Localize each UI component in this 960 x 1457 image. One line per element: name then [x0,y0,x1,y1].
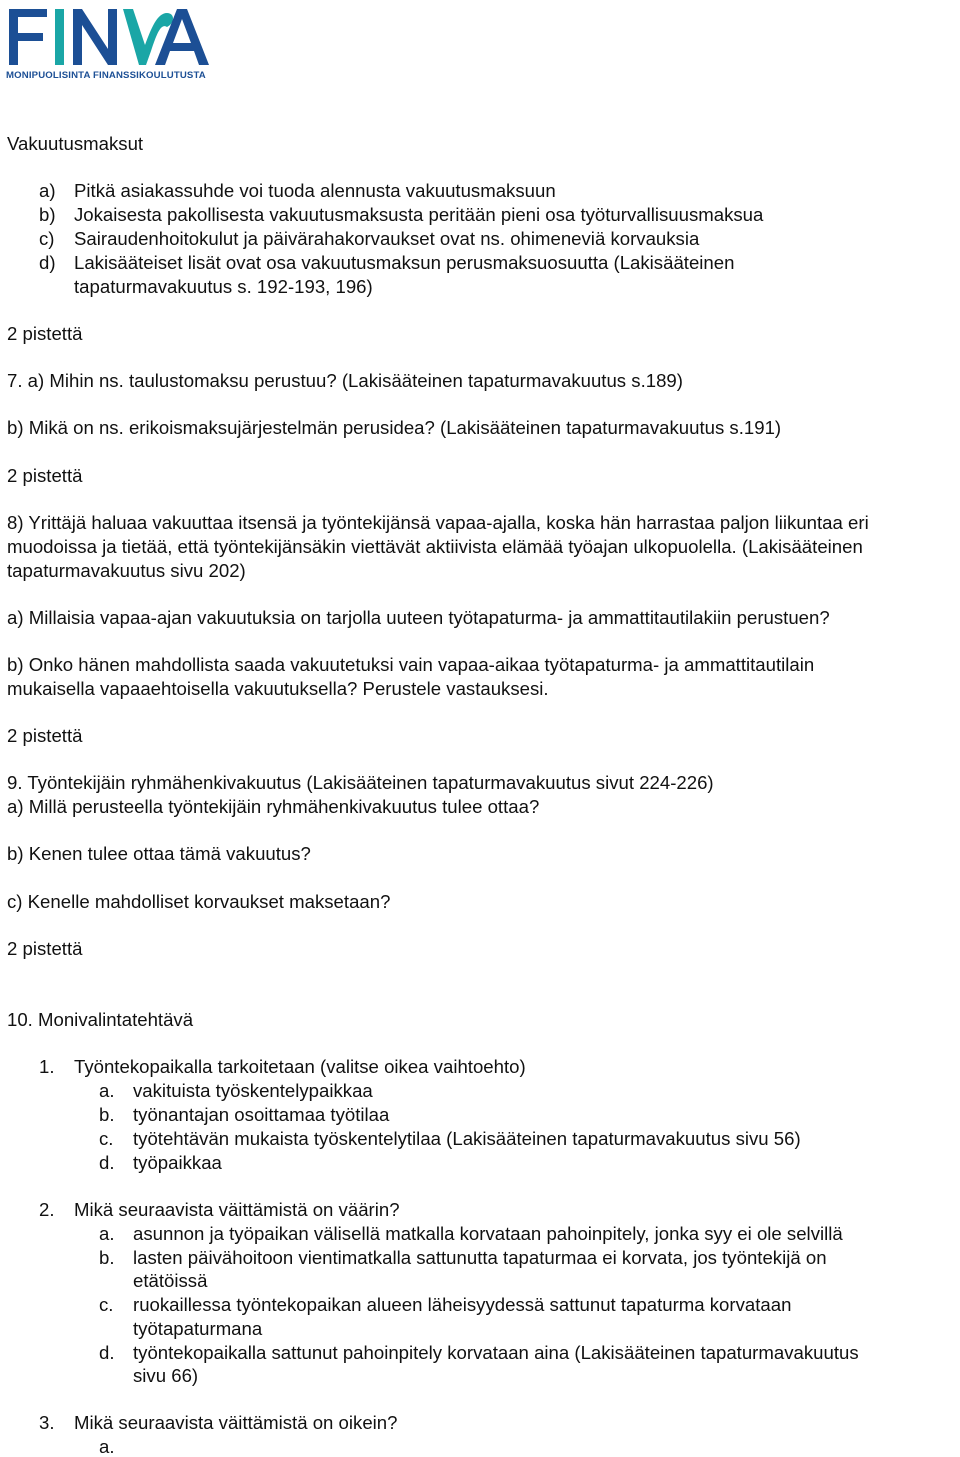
q7-b: b) Mikä on ns. erikoismaksujärjestelmän perusidea? (Lakisääteinen tapaturmavakuutus s.191) [7,417,782,438]
q9-c: c) Kenelle mahdolliset korvaukset maksetaan? [7,891,391,912]
mc-option-text-cont: työtapaturmana [133,1318,263,1339]
mc-item-question: Mikä seuraavista väittämistä on oikein? [74,1412,398,1433]
mc-option-text-cont: sivu 66) [133,1365,199,1386]
logo-letter-f [9,9,47,65]
points-label: 2 pistettä [7,938,83,959]
logo-tagline: MONIPUOLISINTA FINANSSIKOULUTUSTA [6,70,206,81]
points-label: 2 pistettä [7,465,83,486]
list1-item-a: Pitkä asiakassuhde voi tuoda alennusta vakuutusmaksuun [74,180,556,201]
mc-option-text: työnantajan osoittamaa työtilaa [133,1104,390,1125]
logo-letter-i [55,9,64,65]
mc-option-text-cont: etätöissä [133,1270,208,1291]
q10-title: 10. Monivalintatehtävä [7,1009,194,1030]
q8-text-line2: muodoissa ja tietää, että työntekijänsäkin viettävät aktiivista elämää työajan ulkopuolella. (Lakisääteinen [7,536,863,557]
q9-a: a) Millä perusteella työntekijäin ryhmähenkivakuutus tulee ottaa? [7,796,540,817]
q8-text-line3: tapaturmavakuutus sivu 202) [7,560,246,581]
q9-b: b) Kenen tulee ottaa tämä vakuutus? [7,843,311,864]
q8-b-line2: mukaisella vapaaehtoisella vakuutuksella? Perustele vastauksesi. [7,678,549,699]
mc-item-question: Työntekopaikalla tarkoitetaan (valitse oikea vaihtoehto) [74,1056,526,1077]
mc-option-text: työtehtävän mukaista työskentelytilaa (Lakisääteinen tapaturmavakuutus sivu 56) [133,1128,801,1149]
list1-item-c: Sairaudenhoitokulut ja päivärahakorvaukset ovat ns. ohimeneviä korvauksia [74,228,700,249]
points-label: 2 pistettä [7,725,83,746]
mc-item-question: Mikä seuraavista väittämistä on väärin? [74,1199,400,1220]
q8-b-line1: b) Onko hänen mahdollista saada vakuutetuksi vain vapaa-aikaa työtapaturma- ja ammattitautilain [7,654,815,675]
mc-option-letter: c. [99,1128,114,1149]
mc-option-text: työntekopaikalla sattunut pahoinpitely korvataan aina (Lakisääteinen tapaturmavakuutus [133,1342,859,1363]
mc-option-text: työpaikkaa [133,1152,222,1173]
mc-option-text: asunnon ja työpaikan välisellä matkalla korvataan pahoinpitely, jonka syy ei ole selvillä [133,1223,843,1244]
mc-option-text: vakituista työskentelypaikkaa [133,1080,373,1101]
mc-item-number: 3. [39,1412,55,1433]
mc-option-text: ruokaillessa työntekopaikan alueen läheisyydessä sattunut tapaturma korvataan [133,1294,792,1315]
mc-option-letter: a. [99,1223,115,1244]
mc-option-letter: b. [99,1104,115,1125]
mc-option-letter: b. [99,1247,115,1268]
q7-a: 7. a) Mihin ns. taulustomaksu perustuu? (Lakisääteinen tapaturmavakuutus s.189) [7,370,683,391]
mc-option-letter: d. [99,1342,115,1363]
list1-item-d: Lakisääteiset lisät ovat osa vakuutusmaksun perusmaksuosuutta (Lakisääteinen [74,252,735,273]
mc-item-number: 1. [39,1056,55,1077]
list1-item-d-cont: tapaturmavakuutus s. 192-193, 196) [74,276,373,297]
list1-marker-a: a) [39,180,56,201]
q9-title: 9. Työntekijäin ryhmähenkivakuutus (Lakisääteinen tapaturmavakuutus sivut 224-226) [7,772,714,793]
points-label: 2 pistettä [7,323,83,344]
list1-item-b: Jokaisesta pakollisesta vakuutusmaksusta peritään pieni osa työturvallisuusmaksua [74,204,764,225]
mc-item-number: 2. [39,1199,55,1220]
q8-a: a) Millaisia vapaa-ajan vakuutuksia on tarjolla uuteen työtapaturma- ja ammattitautilakiin perustuen? [7,607,830,628]
section-title: Vakuutusmaksut [7,133,144,154]
logo-letter-n [73,9,117,65]
list1-marker-d: d) [39,252,56,273]
mc-option-letter: c. [99,1294,114,1315]
mc-option-letter: d. [99,1152,115,1173]
mc-option-letter: a. [99,1080,115,1101]
q8-text-line1: 8) Yrittäjä haluaa vakuuttaa itsensä ja työntekijänsä vapaa-ajalla, koska hän harrastaa paljon liikuntaa eri [7,512,869,533]
mc-option-letter: a. [99,1436,115,1457]
list1-marker-c: c) [39,228,55,249]
list1-marker-b: b) [39,204,56,225]
mc-option-text: lasten päivähoitoon vientimatkalla sattunutta tapaturmaa ei korvata, jos työntekijä on [133,1247,827,1268]
